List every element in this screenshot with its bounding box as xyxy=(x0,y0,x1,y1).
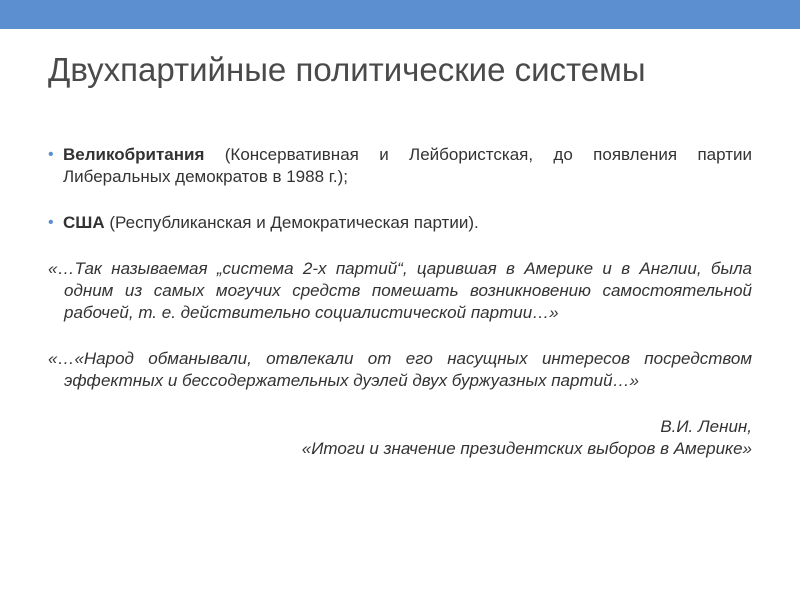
bullet-dot-icon: • xyxy=(48,214,54,231)
bullet-us-bold: США xyxy=(63,213,105,232)
quote-1: «…Так называемая „система 2-х партий“, царившая в Америке и в Англии, была одним из самых могучих средств помешать возникновению самостоятельной рабочей, т. е. действительно социалистической партии…» xyxy=(48,259,752,322)
top-accent-bar xyxy=(0,0,800,29)
slide-content xyxy=(48,144,752,460)
bullet-uk-text: (Консервативная и Лейбористская, до появления партии Либеральных демократов в 1988 г.); xyxy=(63,145,752,186)
slide-title: Двухпартийные политические системы xyxy=(48,51,646,88)
attribution xyxy=(48,416,752,460)
bullet-item-us xyxy=(48,212,752,234)
bullet-item-uk xyxy=(48,144,752,188)
bullet-dot-icon: • xyxy=(48,146,54,163)
quote-2: «…«Народ обманывали, отвлекали от его насущных интересов посредством эффектных и бессодержательных дуэлей двух буржуазных партий…» xyxy=(48,349,752,390)
attribution-source: «Итоги и значение президентских выборов в Америке» xyxy=(301,439,752,458)
bullet-us-text: (Республиканская и Демократическая партии). xyxy=(104,213,479,232)
bullet-uk-bold: Великобритания xyxy=(63,145,205,164)
attribution-author: В.И. Ленин, xyxy=(660,417,752,436)
